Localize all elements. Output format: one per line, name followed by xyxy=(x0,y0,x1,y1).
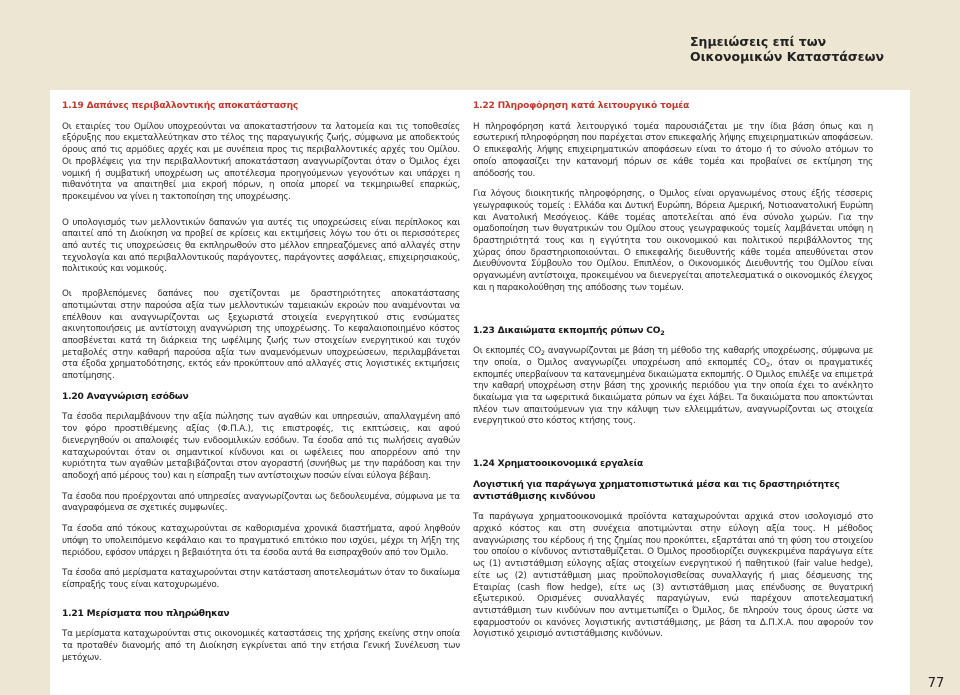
right-column xyxy=(473,101,873,650)
paragraph xyxy=(473,346,873,428)
page-title-line-2: Οικονομικών Καταστάσεων xyxy=(690,49,884,64)
paragraph: Τα παράγωγα χρηματοοικονομικά προϊόντα καταχωρούνται αρχικά στον ισολογισμό στο αρχικό κόστος και στη συνέχεια αποτιμώνται στην εύλογη αξία τους. Η μέθοδος αναγνώρισης του κέρδους ή της ζημίας που προκύπτει, εξαρτάται από τη φύση του στοιχείου του οποίου ο κίνδυνος αντισταθμίζεται. Ο Όμιλος προσδιορίζει συγκεκριμένα παράγωγα είτε ως (1) αντιστάθμιση εύλογης αξίας στοιχείων ενεργητικού ή παθητικού (fair value hedge), είτε ως (2) αντιστάθμιση μιας προϋπολογισθείσας συναλλαγής ή μιας δέσμευσης της Εταιρίας (cash flow hedge), είτε ως (3) αντιστάθμιση μιας επένδυσης σε θυγατρική εξωτερικού. Ορισμένες συναλλαγές παραγώγων, ενώ παρέχουν αποτελεσματική αντιστάθμιση των κινδύνων που αντιμετωπίζει ο Όμιλος, δε πληρούν τους όρους ώστε να εφαρμοστούν οι κανόνες λογιστικής αντιστάθμισης, με βάση τα Δ.Π.Χ.Α. που αφορούν τον λογιστικό χειρισμό αντιστάθμισης κινδύνων. xyxy=(473,512,873,640)
paragraph: Τα έσοδα που προέρχονται από υπηρεσίες αναγνωρίζονται ως δεδουλευμένα, σύμφωνα με τα αναγραφόμενα σε σχετικές συμφωνίες. xyxy=(62,491,460,514)
subscript: 2 xyxy=(765,360,770,369)
heading-text: 1.23 Δικαιώματα εκπομπής ρύπων CO xyxy=(473,325,661,336)
left-column xyxy=(62,101,460,673)
text-run: αναγνωρίζονται με βάση τη μέθοδο της καθαρής υποχρέωσης, σύμφωνα με την οποία, ο Όμιλος αναγνωρίζει υποχρέωση από εκπομπές CO xyxy=(473,346,873,368)
right-margin-band xyxy=(910,90,960,695)
paragraph: Ο υπολογισμός των μελλοντικών δαπανών για αυτές τις υποχρεώσεις είναι περίπλοκος και απαιτεί από τη Διοίκηση να προβεί σε κρίσεις και εκτιμήσεις λόγω του ότι οι περισσότερες από αυτές τις υποχρεώσεις θα εκπληρωθούν στο μέλλον επηρεαζόμενες από αλλαγές στην τεχνολογία και από περιβαλλοντικούς παράγοντες, παράγοντες ασφάλειας, επιχειρησιακούς, πολιτικούς και νομικούς. xyxy=(62,217,460,275)
section-heading-1-23 xyxy=(473,326,873,338)
paragraph: Οι εταιρίες του Ομίλου υποχρεούνται να αποκαταστήσουν τα λατομεία και τις τοποθεσίες εξόρυξης που εκμεταλλεύτηκαν στο τέλος της παραγωγικής ζωής, σύμφωνα με αποδεκτούς όρους από τις αρμόδιες αρχές και με συνέπεια προς τις περιβαλλοντικές αρχές του Ομίλου. Οι προβλέψεις για την περιβαλλοντική αποκατάσταση αναγνωρίζονται όταν ο Όμιλος έχει νομική ή συμβατική υποχρέωση ως αποτέλεσμα προηγούμενων γεγονότων και υπάρχει η πιθανότητα να απαιτηθεί μια εκροή πόρων, η οποία μπορεί να τεκμηριωθεί επαρκώς, προκειμένου να γίνει η τακτοποίηση της υποχρέωσης. xyxy=(62,121,460,202)
page-title xyxy=(690,34,950,64)
paragraph: Τα έσοδα από τόκους καταχωρούνται σε καθορισμένα χρονικά διαστήματα, αφού ληφθούν υπόψη το υπολειπόμενο κεφάλαιο και το πραγματικό επιτόκιο που ισχύει, μέχρι τη λήξη της περιόδου, εφόσον υπάρχει η βεβαιότητα ότι τα έσοδα αυτά θα εισπραχθούν από τον Όμιλο. xyxy=(62,524,460,558)
text-run: Οι εκπομπές CO xyxy=(473,346,541,357)
left-margin-band xyxy=(0,90,50,695)
section-heading-1-19: 1.19 Δαπάνες περιβαλλοντικής αποκατάστασης xyxy=(62,101,299,111)
page-number: 77 xyxy=(927,676,945,691)
text-run: , όταν οι πραγματικές εκπομπές υπερβαίνουν τα κατανεμημένα δικαιώματα εκπομπής. Ο Όμιλος επιλέξε να επιμετρά την καθαρή υποχρέωση στην βάση της χρονικής περιόδου για την οποία έχει το ανέκλητο δικαίωμα για τα ωφεριτικά δικαιώματα ρύπων να έχει λάβει. Τα δικαιώματα που αποκτώνται πλέον των απαιτούμενων για την κάλυψη των ελλειμμάτων, αναγνωρίζονται ως στοιχεία ενεργητικού στο κόστος κτήσης τους. xyxy=(473,357,874,427)
section-heading-1-22: 1.22 Πληροφόρηση κατά λειτουργικό τομέα xyxy=(473,101,690,111)
paragraph: Η πληροφόρηση κατά λειτουργικό τομέα παρουσιάζεται με την ίδια βάση όπως και η εσωτερική πληροφόρηση που παρέχεται στον επικεφαλής λήψης επιχειρηματικών αποφάσεων. Ο επικεφαλής λήψης επιχειρηματικών αποφάσεων είναι το άτομο ή το σύνολο ατόμων το οποίο αποφασίζει την κατανομή πόρων σε κάθε τομέα και προβαίνει σε εκτίμηση της απόδοσής του. xyxy=(473,121,873,179)
paragraph: Οι προβλεπόμενες δαπάνες που σχετίζονται με δραστηριότητες αποκατάστασης αποτιμώνται στην παρούσα αξία των μελλοντικών ταμειακών εκροών που αναμένονται να επέλθουν και αναγνωρίζονται ως ξεχωριστά στοιχεία ενεργητικού στις ενσώματες ακινητοποιήσεις με αντίστοιχη αναγνώριση της υποχρέωσης. Το κεφαλαιοποιημένο κόστος αποσβένεται κατά τη διάρκεια της ωφέλιμης ζωής των στοιχείων ενεργητικού και τυχόν μεταβολές στην καθαρή παρούσα αξία των αναμενόμενων υποχρεώσεων, περιλαμβάνεται στα έξοδα χρηματοδότησης, εκτός εάν προκύπτουν από αλλαγές στις λογιστικές εκτιμήσεις αποτίμησης. xyxy=(62,289,460,382)
paragraph: Για λόγους διοικητικής πληροφόρησης, ο Όμιλος είναι οργανωμένος στους έξής τέσσερις γεωγραφικούς τομείς : Ελλάδα και Δυτική Ευρώπη, Βόρεια Αμερική, Νοτιοανατολική Ευρώπη και Ανατολική Μεσόγειος. Κάθε τομέας αποτελείται από ένα σύνολο χωρών. Για την ομαδοποίηση των θυγατρικών του Ομίλου στους γεωγραφικούς τομείς λαμβάνεται υπόψη η δραστηριότητά τους και η εγγύτητα του οικονομικού και πολιτικού περιβάλλοντος της χώρας όπου δραστηριοποιούνται. Ο επικεφαλής διευθυντής κάθε τομέα απευθύνεται στον Διευθύνοντα Σύμβουλο του Ομίλου. Επιπλέον, ο Οικονομικός Διευθυντής του Ομίλου είναι οργανωμένη αντίστοιχα, προκειμένου να διενεργείται αποτελεσματικά ο οικονομικός έλεγχος και η παρακολούθηση της απόδοσης των τομέων. xyxy=(473,189,873,293)
subscript: 2 xyxy=(660,328,665,337)
section-heading-1-24: 1.24 Χρηματοοικονομικά εργαλεία xyxy=(473,459,644,470)
paragraph: Τα έσοδα από μερίσματα καταχωρούνται στην κατάσταση αποτελεσμάτων όταν το δικαίωμα είσπραξής τους είναι κατοχυρωμένο. xyxy=(62,568,460,590)
subscript: 2 xyxy=(540,349,545,358)
page-title-line-1: Σημειώσεις επί των xyxy=(690,34,827,49)
paragraph: Τα έσοδα περιλαμβάνουν την αξία πώλησης των αγαθών και υπηρεσιών, απαλλαγμένη από τον φόρο προστιθέμενης αξίας (Φ.Π.Α.), τις επιστροφές, τις εκπτώσεις, και αφού διενεργηθούν οι απαλοιφές των ενδοομιλικών εσόδων. Τα έσοδα από τις πωλήσεις αγαθών καταχωρούνται όταν οι σημαντικοί κίνδυνοι και οι ωφέλειες που απορρέουν από την κυριότητα των αγαθών μεταβιβάζονται στον αγοραστή (συνήθως με την παράδοση και την αποδοχή από μέρους του) και η είσπραξη των αντίστοιχων ποσών είναι εύλογα βέβαιη. xyxy=(62,412,460,481)
subsection-heading: Λογιστική για παράγωγα χρηματοπιστωτικά μέσα και τις δραστηριότητες αντιστάθμισης κινδύνου xyxy=(473,479,840,502)
section-heading-1-21: 1.21 Μερίσματα που πληρώθηκαν xyxy=(62,608,230,619)
paragraph: Τα μερίσματα καταχωρούνται στις οικονομικές καταστάσεις της χρήσης εκείνης στην οποία τα προταθέν διανομής από τη Διοίκηση εγκρίνεται από την ετήσια Γενική Συνέλευση των μετόχων. xyxy=(62,629,460,663)
section-heading-1-20: 1.20 Αναγνώριση εσόδων xyxy=(62,391,189,402)
